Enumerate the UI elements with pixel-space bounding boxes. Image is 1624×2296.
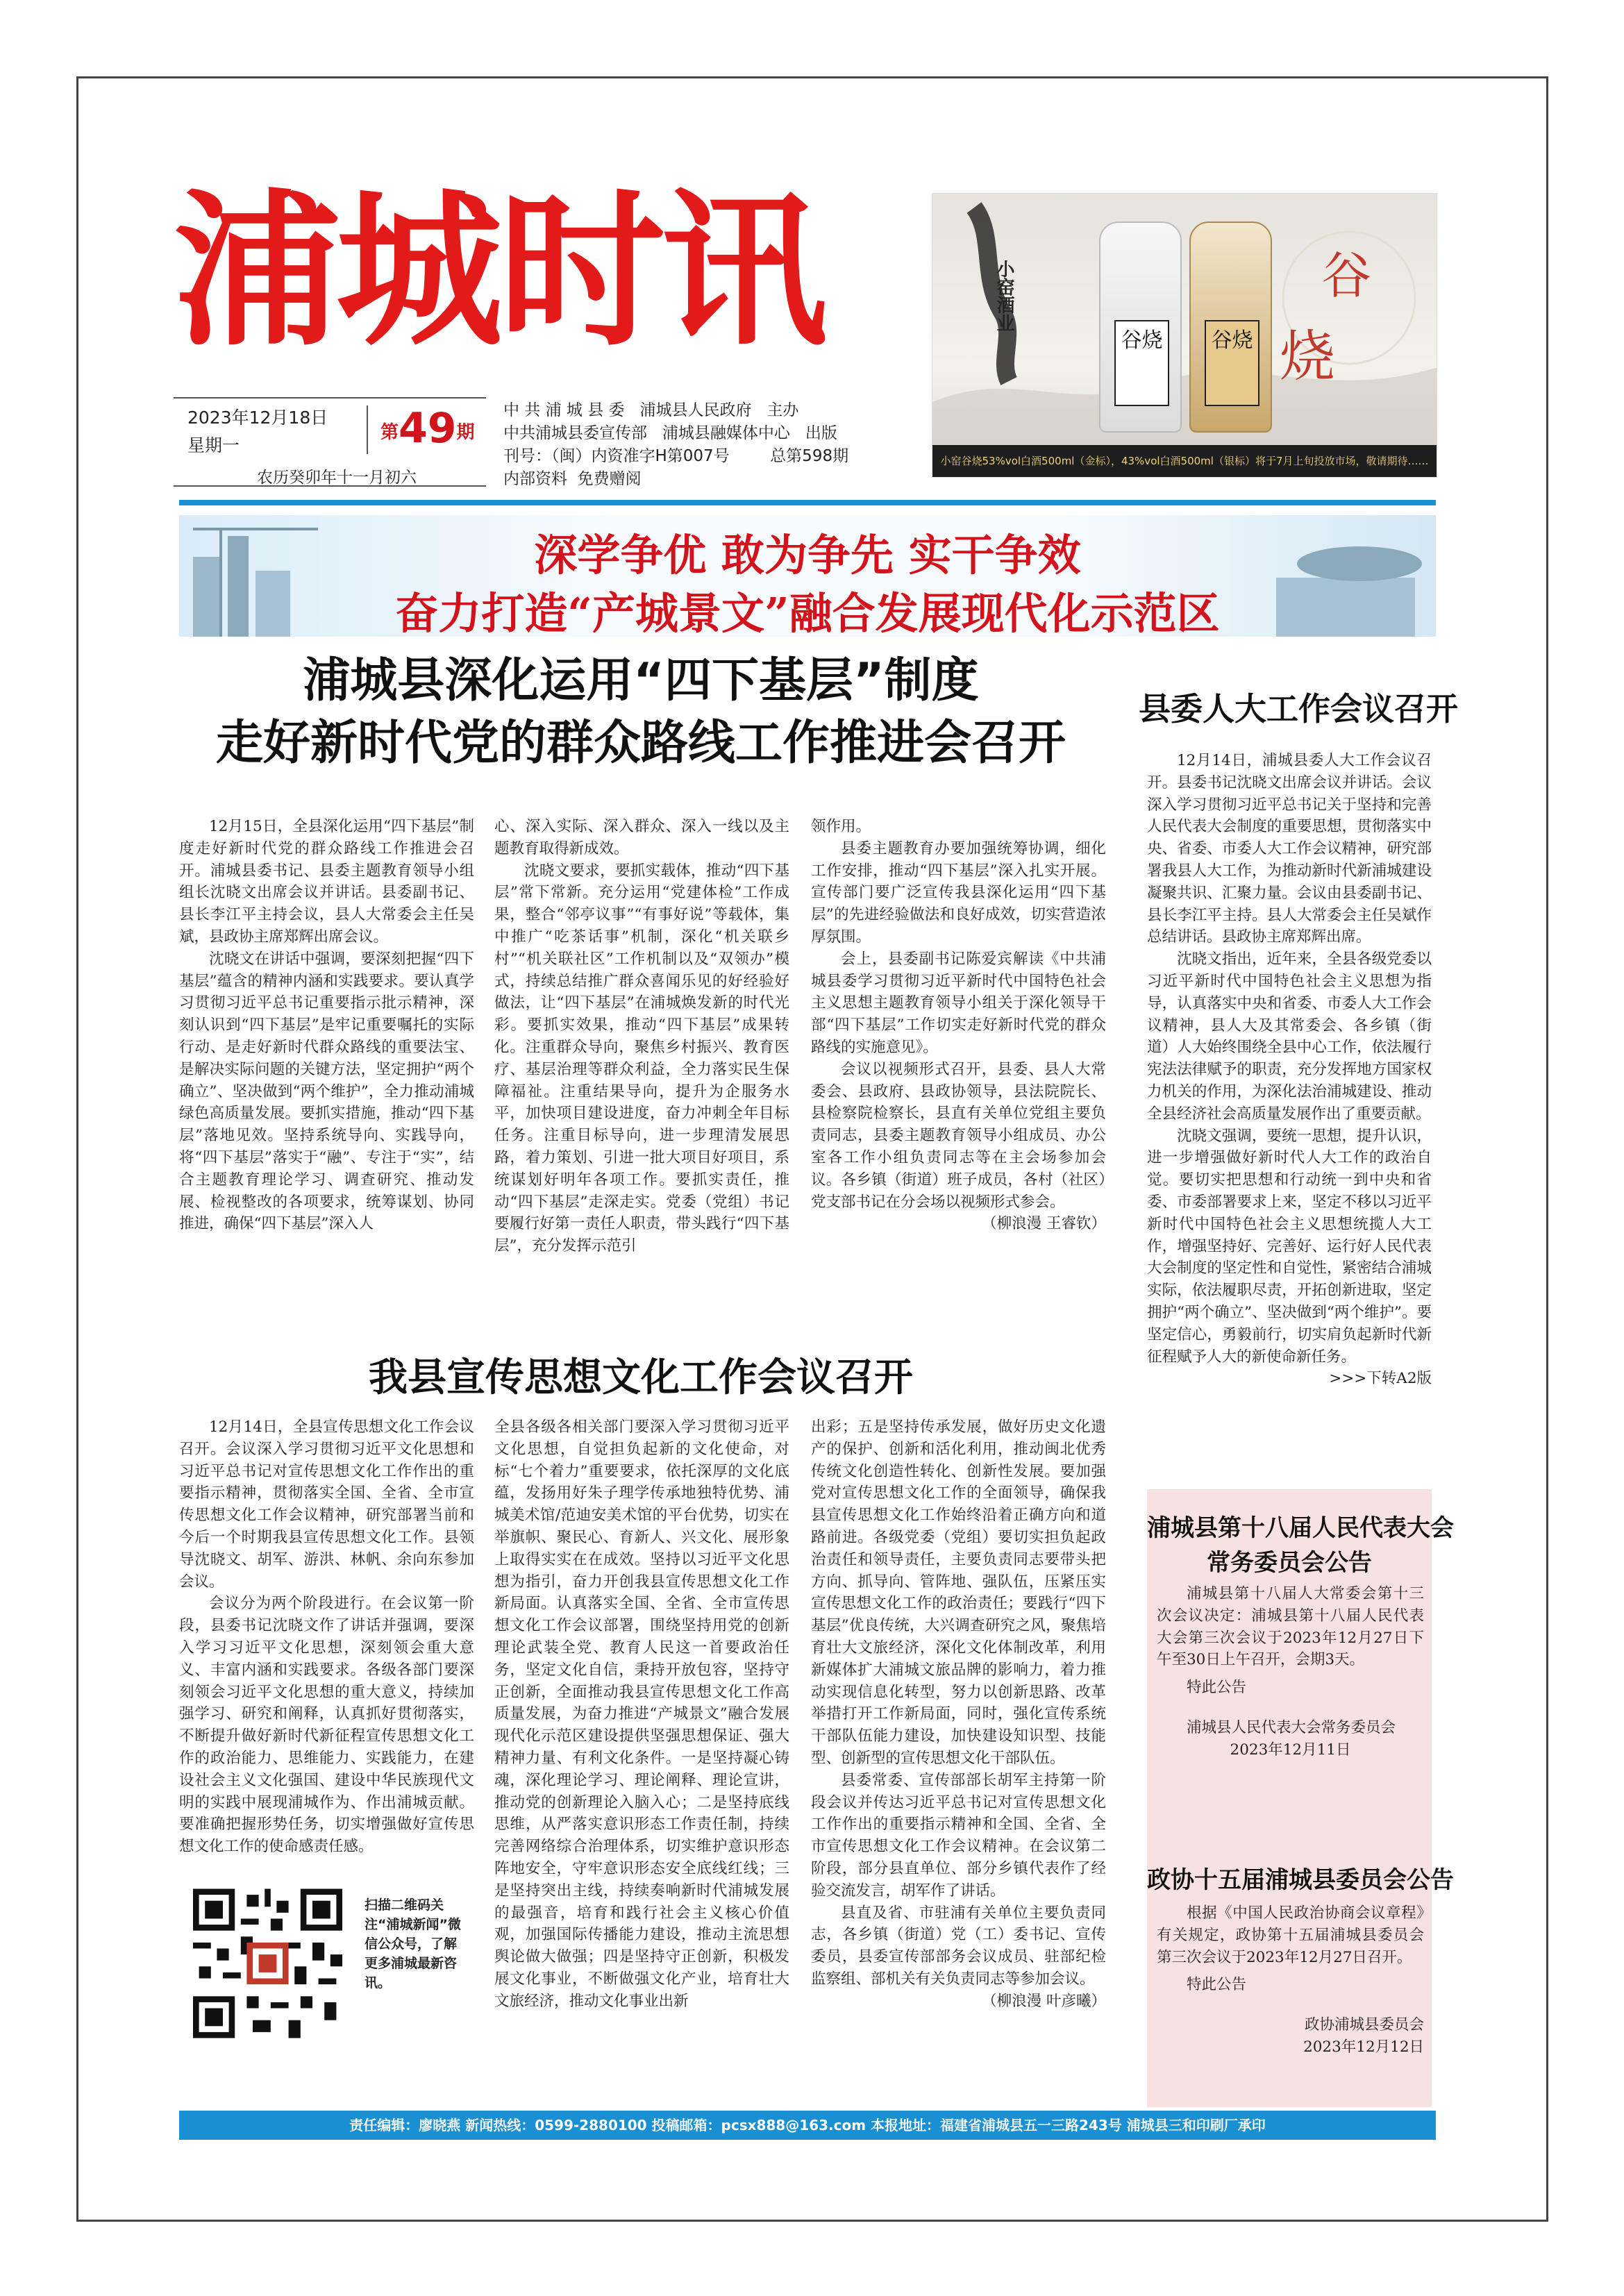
- publisher-info: 中 共 浦 城 县 委 浦城县人民政府 主办 中共浦城县委宣传部 浦城县融媒体中心 出版 刊号：（闽）内资准字H第007号 总第598期 内部资料 免费赠阅: [503, 401, 849, 488]
- notice1-title-line1: 浦城县第十八届人民代表大会: [1147, 1514, 1454, 1542]
- notice1-title-line2: 常务委员会公告: [1207, 1549, 1372, 1577]
- second-column-3: [811, 1416, 1106, 2100]
- notice1-date: 2023年12月11日: [1230, 1741, 1351, 1759]
- divider: [367, 405, 368, 454]
- notice2-tail: 特此公告: [1187, 1976, 1247, 1994]
- lead-paragraph: 领作用。: [811, 818, 871, 835]
- issue-info-box: [174, 397, 486, 487]
- second-paragraph: 县直及省、市驻浦有关单位主要负责同志，各乡镇（街道）党（工）委书记、宣传委员，县委宣传部部务会议成员、驻部纪检监察组、部机关有关负责同志等参加会议。: [811, 1904, 1106, 1988]
- lead-headline-2: 走好新时代党的群众路线工作推进会召开: [215, 716, 1066, 771]
- notice1-body-block: [1157, 1583, 1424, 1761]
- second-paragraph: 县委常委、宣传部部长胡军主持第一阶段会议并传达习近平总书记对宣传思想文化工作作出的重要指示精神和全国、全省、全市宣传思想文化工作会议精神。在会议第二阶段，部分县直单位、部分乡镇代表作了经验交流发言，胡军作了讲话。: [811, 1771, 1106, 1900]
- notice-panel: [1147, 1489, 1454, 2107]
- issue-date: 2023年12月18日: [187, 408, 328, 428]
- bottle-label-left: 谷烧: [1114, 320, 1169, 406]
- newspaper-title: 浦城时讯: [174, 173, 824, 369]
- lead-paragraph: 沈晓文要求，要抓实载体，推动“四下基层”常下常新。充分运用“党建体检”工作成果，整合“邻亭议事”“有事好说”等载体，集中推广“吃茶话事”机制，深化“机关联乡村”“机关联社区”工作机制以及“双领办”模式，持续总结推广群众喜闻乐见的好经验好做法，让“四下基层”在浦城焕发新的时代光彩。要抓实效果，推动“四下基层”成果转化。注重群众导向，聚焦乡村振兴、教育医疗、基层治理等群众利益，全力落实民生保障福祉。注重结果导向，提升为企服务水平，加快项目建设进度，奋力冲刺全年目标任务。注重目标导向，进一步理清发展思路，着力策划、引进一批大项目好项目，系统谋划好明年各项工作。要抓实责任，推动“四下基层”走深走实。党委（党组）书记要履行好第一责任人职责，带头践行“四下基层”，充分发挥示范引: [494, 862, 789, 1255]
- notice2-title: 政协十五届浦城县委员会公告: [1147, 1866, 1454, 1894]
- second-paragraph: 会议分为两个阶段进行。在会议第一阶段，县委书记沈晓文作了讲话并强调，要深入学习习近平文化思想，深刻领会重大意义、丰富内涵和实践要求。各级各部门要深刻领会习近平文化思想的重大意义，持续加强学习、研究和阐释，认真抓好贯彻落实，不断提升做好新时代新征程宣传思想文化工作的政治能力、思维能力、实践能力，在建设社会主义文化强国、建设中华民族现代文明的实践中展现浦城作为、作出浦城贡献。要准确把握形势任务，切实增强做好宣传思想文化工作的使命感责任感。: [179, 1595, 474, 1856]
- sidebar-paragraph: 沈晓文强调，要统一思想，提升认识，进一步增强做好新时代人大工作的政治自觉。要切实把思想和行动统一到中央和省委、市委部署要求上来，坚定不移以习近平新时代中国特色社会主义思想统揽人大工作，增强坚持好、完善好、运行好人民代表大会制度的坚定性和自觉性，紧密结合浦城实际，依法履职尽责，开拓创新进取，坚定拥护“两个确立”、坚决做到“两个维护”。要坚定信心，勇毅前行，切实肩负起新时代新征程赋予人大的新使命新任务。: [1147, 1127, 1432, 1366]
- notice1-signature: 浦城县人民代表大会常务委员会: [1187, 1718, 1396, 1736]
- ad-big-character-1: 谷: [1321, 246, 1372, 305]
- issue-weekday: 星期一: [187, 435, 240, 455]
- lead-headline-1: 浦城县深化运用“四下基层”制度: [303, 653, 979, 708]
- issue-number: [380, 404, 475, 453]
- gold-label-bottle: [1189, 221, 1272, 433]
- banner-slogan-1: 深学争优 敢为争先 实干争效: [534, 530, 1081, 580]
- second-byline: （柳浪漫 叶彦曦）: [982, 1992, 1106, 2010]
- notice1-body: 浦城县第十八届人大常委会第十三次会议决定：浦城县第十八届人民代表大会第三次会议于2023年12月27日下午至30日上午召开，会期3天。: [1157, 1585, 1424, 1669]
- ad-big-character-2: 烧: [1280, 324, 1335, 389]
- liquor-advertisement: [932, 193, 1437, 478]
- qr-caption: 扫描二维码关注“浦城新闻”微信公众号，了解更多浦城最新咨讯。: [365, 1897, 461, 1991]
- lead-paragraph: 县委主题教育办要加强统筹协调，细化工作安排，推动“四下基层”深入扎实开展。宣传部门要广泛宣传我县深化运用“四下基层”的先进经验做法和良好成效，切实营造浓厚氛围。: [811, 839, 1106, 946]
- second-paragraph: 全县各级各相关部门要深入学习贯彻习近平文化思想，自觉担负起新的文化使命，对标“七个着力”重要要求，依托深厚的文化底蕴，发扬用好朱子理学传承地独特优势、浦城美术馆/范迪安美术馆的平台优势，切实在举旗帜、聚民心、育新人、兴文化、展形象上取得实实在在成效。坚持以习近平文化思想为指引，奋力开创我县宣传思想文化工作新局面。认真落实全国、全省、全市宣传思想文化工作会议部署，围绕坚持用党的创新理论武装全党、教育人民这一首要政治任务，坚定文化自信，秉持开放包容，坚持守正创新，全面推动我县宣传思想文化工作高质量发展，为奋力推进“产城景文”融合发展现代化示范区建设提供坚强思想保证、强大精神力量、有利文化条件。一是坚持凝心铸魂，深化理论学习、理论阐释、理论宣讲，推动党的创新理论入脑入心；二是坚持底线思维，从严落实意识形态工作责任制，持续完善网络综合治理体系，切实维护意识形态阵地安全，守牢意识形态安全底线红线；三是坚持突出主线，持续奏响新时代浦城发展的最强音，培育和践行社会主义核心价值观，加强国际传播能力建设，推动主流思想舆论做大做强；四是坚持守正创新，积极发展文化事业，不断做强文化产业，培育壮大文旅经济，推动文化事业出新: [494, 1418, 789, 2010]
- sidebar-column: [1147, 750, 1432, 1458]
- lead-column-2: [494, 816, 789, 1336]
- second-headline: 我县宣传思想文化工作会议召开: [369, 1355, 913, 1400]
- ad-brand-name: 小窑酒业: [994, 260, 1014, 332]
- bottle-label-right: 谷烧: [1205, 320, 1259, 406]
- ad-caption: 小窑谷烧53%vol白酒500ml（金标），43%vol白酒500ml（银标）将于7月上旬投放市场，敬请期待……: [932, 445, 1437, 477]
- notice2-date: 2023年12月12日: [1303, 2038, 1424, 2056]
- slogan-banner: [179, 515, 1436, 637]
- sidebar-paragraph: 12月14日，浦城县委人大工作会议召开。县委书记沈晓文出席会议并讲话。会议深入学习贯彻习近平总书记关于坚持和完善人民代表大会制度的重要思想，贯彻落实中央、省委、市委人大工作会议精神，研究部署我县人大工作，为推动新时代新浦城建设凝聚共识、汇聚力量。会议由县委副书记、县长李江平主持。县人大常委会主任吴斌作总结讲话。县政协主席郑辉出席。: [1147, 752, 1432, 946]
- issue-number-value: 49: [399, 404, 457, 453]
- lead-paragraph: 会上，县委副书记陈爱宾解读《中共浦城县委学习贯彻习近平新时代中国特色社会主义思想主题教育领导小组关于深化领导干部“四下基层”工作切实走好新时代党的群众路线的实施意见》。: [811, 950, 1106, 1056]
- lead-column-3: [811, 816, 1106, 1336]
- lead-paragraph: 会议以视频形式召开，县委、县人大常委会、县政府、县政协领导，县法院院长、县检察院检察长，县直有关单位党组主要负责同志，县委主题教育领导小组成员、办公室各工作小组负责同志等在主会场参加会议。各乡镇（街道）班子成员，各村（社区）党支部书记在分会场以视频形式参会。: [811, 1060, 1106, 1211]
- second-paragraph: 12月14日，全县宣传思想文化工作会议召开。会议深入学习贯彻习近平文化思想和习近平总书记对宣传思想文化工作作出的重要指示精神，贯彻落实全国、全省、全市宣传思想文化工作会议精神，研究部署当前和今后一个时期我县宣传思想文化工作。县领导沈晓文、胡军、游洪、林帆、余向东参加会议。: [179, 1418, 474, 1591]
- continued-link[interactable]: >>>下转A2版: [1329, 1370, 1432, 1388]
- lunar-date: 农历癸卯年十一月初六: [257, 469, 417, 487]
- lead-paragraph: 心、深入实际、深入群众、深入一线以及主题教育取得新成效。: [494, 818, 789, 857]
- second-column-1: [179, 1416, 474, 1875]
- lead-byline: （柳浪漫 王睿钦）: [982, 1215, 1106, 1233]
- banner-slogan-2: 奋力打造“产城景文”融合发展现代化示范区: [395, 588, 1220, 637]
- lead-paragraph: 12月15日，全县深化运用“四下基层”制度走好新时代党的群众路线工作推进会召开。浦城县委书记、县委主题教育领导小组组长沈晓文出席会议并讲话。县委副书记、县长李江平主持会议，县人大常委会主任吴斌，县政协主席郑辉出席会议。: [179, 818, 474, 946]
- issue-suffix: 期: [456, 422, 475, 443]
- lead-paragraph: 沈晓文在讲话中强调，要深刻把握“四下基层”蕴含的精神内涵和实践要求。要认真学习贯彻习近平总书记重要指示批示精神，深刻认识到“四下基层”是牢记重要嘱托的实际行动、是走好新时代群众路线的重要法宝、是解决实际问题的关键方法，坚定拥护“两个确立”、坚决做到“两个维护”，全力推动浦城绿色高质量发展。要抓实措施，推动“四下基层”落地见效。坚持系统导向、实践导向，将“四下基层”落实于“融”、专注于“实”，结合主题教育理论学习、调查研究、推动发展、检视整改的各项要求，统筹谋划、协同推进，确保“四下基层”深入人: [179, 950, 474, 1233]
- notice2-body: 根据《中国人民政治协商会议章程》有关规定，政协第十五届浦城县委员会第三次会议于2023年12月27日召开。: [1157, 1904, 1424, 1966]
- header-rule: [179, 500, 1436, 505]
- sidebar-paragraph: 沈晓文指出，近年来，全县各级党委以习近平新时代中国特色社会主义思想为指导，认真落实中央和省委、市委人大工作会议精神，县人大及其常委会、各乡镇（街道）人大始终围绕全县中心工作，依法履行宪法法律赋予的职责，充分发挥地方国家权力机关的作用，为深化法治浦城建设、推动全县经济社会高质量发展作出了重要贡献。: [1147, 950, 1432, 1123]
- lead-column-1: [179, 816, 474, 1336]
- qr-code-graphic: [193, 1887, 342, 2040]
- notice2-signature: 政协浦城县委员会: [1304, 2016, 1424, 2034]
- silver-label-bottle: [1099, 221, 1182, 433]
- notice2-body-block: [1157, 1902, 1424, 2059]
- sidebar-headline: 县委人大工作会议召开: [1139, 690, 1458, 728]
- issue-prefix: 第: [380, 422, 399, 443]
- notice1-tail: 特此公告: [1187, 1679, 1247, 1697]
- footer-bar: 责任编辑：廖晓燕 新闻热线：0599-2880100 投稿邮箱：pcsx888@163.com 本报地址：福建省浦城县五一三路243号 浦城县三和印刷厂承印: [179, 2111, 1436, 2140]
- second-paragraph: 出彩；五是坚持传承发展，做好历史文化遗产的保护、创新和活化利用，推动闽北优秀传统文化创造性转化、创新性发展。要加强党对宣传思想文化工作的全面领导，确保我县宣传思想文化工作始终沿着正确方向和道路前进。各级党委（党组）要切实担负起政治责任和领导责任，主要负责同志要带头把方向、抓导向、管阵地、强队伍，压紧压实宣传思想文化工作的政治责任；要践行“四下基层”优良传统，大兴调查研究之风，聚焦培育壮大文旅经济，深化文化体制改革，利用新媒体扩大浦城文旅品牌的影响力，着力推动实现信息化转型，努力以创新思路、改革举措打开工作新局面，同时，强化宣传系统干部队伍能力建设，加快建设知识型、技能型、创新型的宣传思想文化干部队伍。: [811, 1418, 1106, 1767]
- qr-code-icon: [193, 1887, 342, 2040]
- second-column-2: [494, 1416, 789, 2100]
